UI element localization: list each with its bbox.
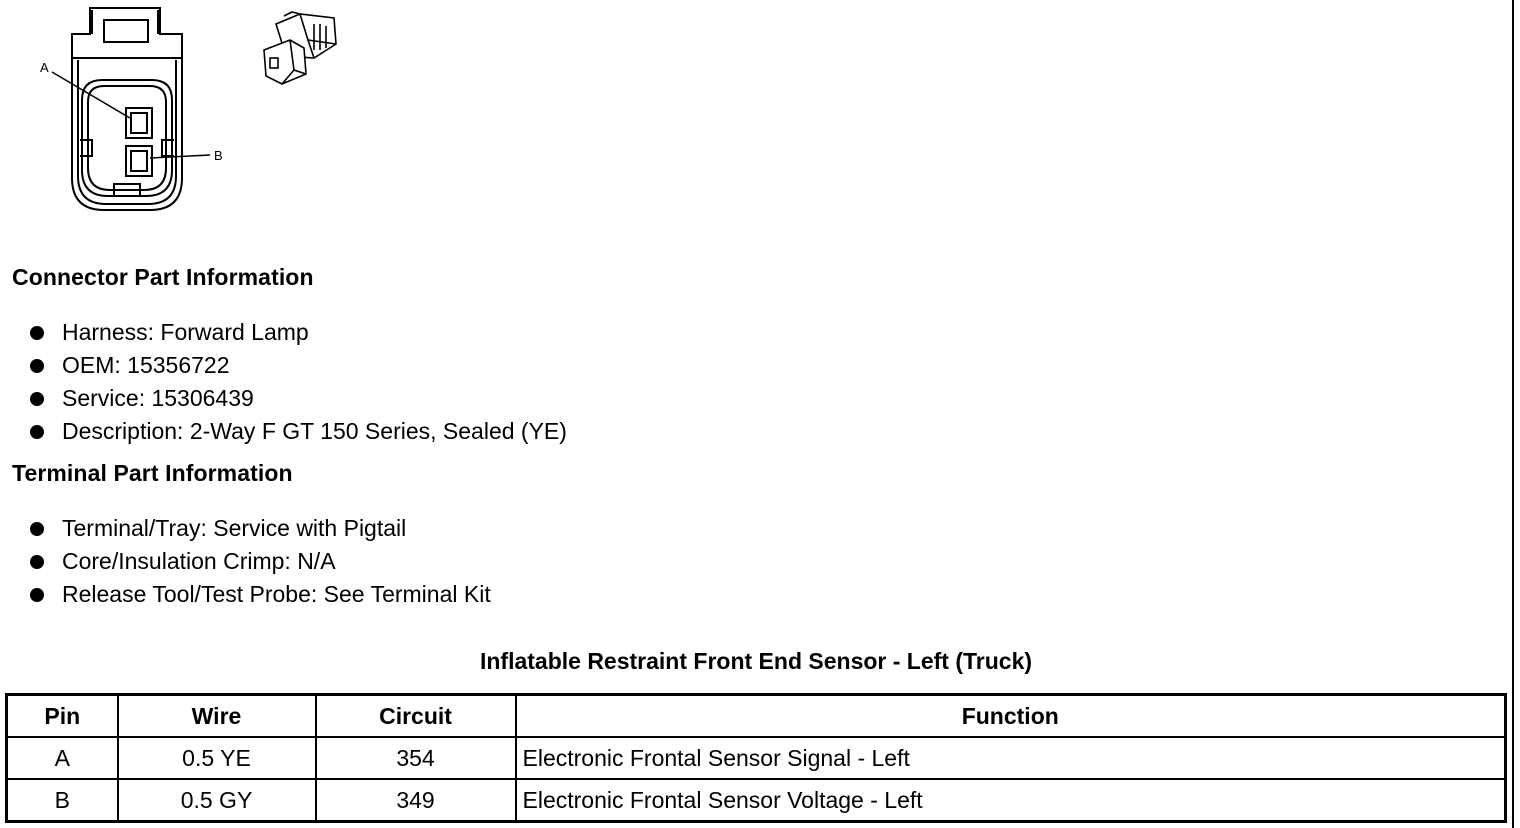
- table-row: [7, 737, 1506, 779]
- cell-circuit: 354: [316, 737, 516, 779]
- connector-3d-icon: [264, 12, 336, 84]
- terminal-info-crimp: Core/Insulation Crimp: N/A: [62, 548, 336, 574]
- pin-b-leader: [150, 155, 210, 158]
- list-item: [28, 349, 567, 382]
- cell-function: Electronic Frontal Sensor Voltage - Left: [516, 779, 1506, 822]
- pin-a-label: A: [40, 60, 49, 75]
- connector-part-info-heading: Connector Part Information: [12, 264, 314, 290]
- bullet-icon: [30, 359, 44, 373]
- pin-a-leader: [52, 72, 130, 118]
- bullet-icon: [30, 522, 44, 536]
- list-item: [28, 382, 567, 415]
- list-item: [28, 316, 567, 349]
- cell-wire: 0.5 GY: [118, 779, 316, 822]
- terminal-info-release-tool: Release Tool/Test Probe: See Terminal Kit: [62, 581, 491, 607]
- bullet-icon: [30, 425, 44, 439]
- cell-pin: A: [7, 737, 118, 779]
- column-header-function: Function: [516, 695, 1506, 738]
- list-item: [28, 415, 567, 448]
- table-title: Inflatable Restraint Front End Sensor - Left (Truck): [479, 648, 1033, 674]
- list-item: [28, 512, 491, 545]
- bullet-icon: [30, 555, 44, 569]
- connector-part-info-list: [28, 316, 567, 448]
- cell-circuit: 349: [316, 779, 516, 822]
- pin-b-label: B: [214, 148, 223, 163]
- cell-wire: 0.5 YE: [118, 737, 316, 779]
- connector-face-icon: [72, 8, 182, 210]
- connector-info-harness: Harness: Forward Lamp: [62, 319, 309, 345]
- terminal-part-info-heading: Terminal Part Information: [12, 460, 293, 486]
- connector-info-oem: OEM: 15356722: [62, 352, 230, 378]
- bullet-icon: [30, 392, 44, 406]
- pin-table: [5, 693, 1507, 823]
- column-header-pin: Pin: [7, 695, 118, 738]
- column-header-circuit: Circuit: [316, 695, 516, 738]
- connector-info-service: Service: 15306439: [62, 385, 254, 411]
- cell-function: Electronic Frontal Sensor Signal - Left: [516, 737, 1506, 779]
- list-item: [28, 545, 491, 578]
- page-border: [1512, 0, 1514, 828]
- bullet-icon: [30, 588, 44, 602]
- bullet-icon: [30, 326, 44, 340]
- table-header-row: [7, 695, 1506, 738]
- column-header-wire: Wire: [118, 695, 316, 738]
- connector-info-description: Description: 2-Way F GT 150 Series, Sealed (YE): [62, 418, 567, 444]
- terminal-info-tray: Terminal/Tray: Service with Pigtail: [62, 515, 407, 541]
- connector-diagram: [0, 0, 360, 220]
- cell-pin: B: [7, 779, 118, 822]
- list-item: [28, 578, 491, 611]
- table-row: [7, 779, 1506, 822]
- terminal-part-info-list: [28, 512, 491, 611]
